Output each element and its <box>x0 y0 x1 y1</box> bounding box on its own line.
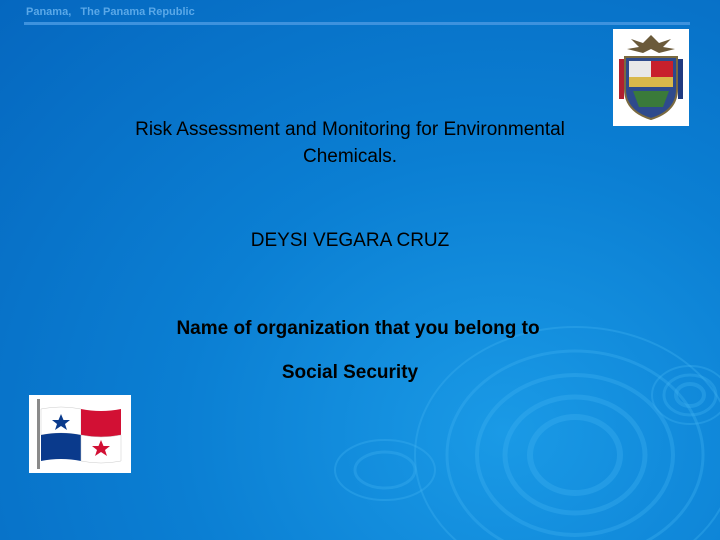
coat-of-arms-icon <box>613 29 689 126</box>
organization-name: Social Security <box>281 362 419 383</box>
coat-of-arms-image <box>613 29 689 126</box>
organization-prompt: Name of organization that you belong to <box>176 318 540 339</box>
author-name: DEYSI VEGARA CRUZ <box>250 230 450 251</box>
flag-image <box>29 395 131 473</box>
panama-flag-icon <box>29 395 131 473</box>
slide-title: Risk Assessment and Monitoring for Environmental Chemicals. <box>135 119 565 167</box>
header-divider <box>24 22 690 25</box>
header-text: Panama, The Panama Republic <box>26 6 195 18</box>
